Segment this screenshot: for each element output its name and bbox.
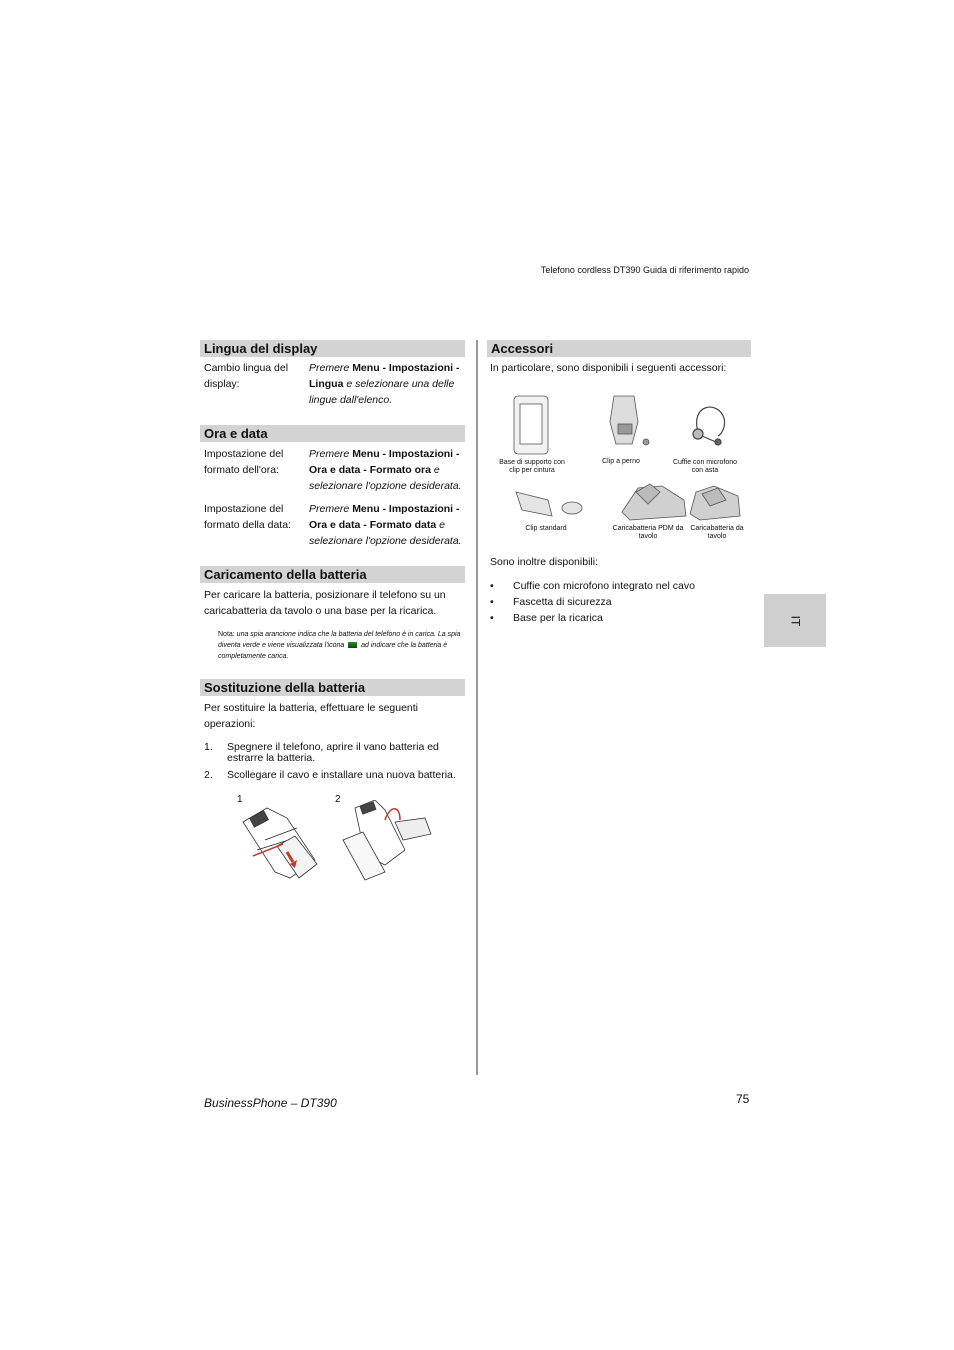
caricamento-body: Per caricare la batteria, posizionare il telefono su un caricabatteria da tavolo o una base per la ricarica. <box>204 589 446 617</box>
page-number: 75 <box>736 1092 750 1106</box>
caption-caricabatteria-tavolo: Caricabatteria da tavolo <box>690 525 744 540</box>
headset-boom-illustration <box>693 407 725 445</box>
phone-open-illustration <box>243 808 317 878</box>
phone-battery-illustration <box>343 800 431 880</box>
section-title-accessori: Accessori <box>487 340 751 357</box>
caption-cuffie-asta: Cuffie con microfono con asta <box>672 459 738 474</box>
battery-replacement-illustration <box>235 800 445 885</box>
step-item: 2. Scollegare il cavo e installare una nuova batteria. <box>204 769 456 781</box>
list-item: • Fascetta di sicurezza <box>490 596 612 608</box>
caption-caricabatteria-pdm: Caricabatteria PDM da tavolo <box>612 525 684 540</box>
accessori-intro: In particolare, sono disponibili i seguenti accessori: <box>490 362 727 374</box>
column-divider <box>476 340 478 1075</box>
list-item: • Cuffie con microfono integrato nel cavo <box>490 580 695 592</box>
pdm-desktop-charger-illustration <box>622 484 686 520</box>
row-value-formato-data: Premere Menu - Impostazioni - Ora e data - Formato data e selezionare l'opzione desiderata. <box>309 503 462 547</box>
row-label-lingua: Cambio lingua del display: <box>204 362 289 390</box>
battery-full-icon <box>348 642 357 648</box>
accessori-more-list <box>490 578 750 626</box>
row-value-formato-ora: Premere Menu - Impostazioni - Ora e data - Formato ora e selezionare l'opzione desiderata. <box>309 448 462 492</box>
section-title-ora: Ora e data <box>200 425 465 442</box>
section-title-caricamento: Caricamento della batteria <box>200 566 465 583</box>
belt-clip-holder-illustration <box>514 396 548 454</box>
accessori-more-intro: Sono inoltre disponibili: <box>490 556 598 568</box>
standard-clip-illustration <box>516 492 582 516</box>
running-header: Telefono cordless DT390 Guida di riferimento rapido <box>540 265 749 275</box>
footer-product: BusinessPhone – DT390 <box>204 1096 337 1110</box>
sostituzione-body: Per sostituire la batteria, effettuare le seguenti operazioni: <box>204 702 419 730</box>
caption-clip-perno: Clip a perno <box>602 458 640 465</box>
section-title-sostituzione: Sostituzione della batteria <box>200 679 465 696</box>
language-tab <box>764 594 826 647</box>
step-item: 1. Spegnere il telefono, aprire il vano batteria ed estrarre la batteria. <box>204 741 439 764</box>
figure-label-2: 2 <box>335 794 341 805</box>
sostituzione-steps <box>204 742 466 781</box>
desktop-charger-illustration <box>690 486 740 520</box>
caption-clip-standard: Clip standard <box>525 525 567 532</box>
row-label-formato-data: Impostazione del formato della data: <box>204 503 291 531</box>
language-code: IT <box>787 615 802 626</box>
section-title-lingua: Lingua del display <box>200 340 465 357</box>
row-label-formato-ora: Impostazione del formato dell'ora: <box>204 448 284 476</box>
figure-label-1: 1 <box>237 794 243 805</box>
row-value-lingua: Premere Menu - Impostazioni - Lingua e selezionare una delle lingue dall'elenco. <box>309 362 460 406</box>
swivel-clip-illustration <box>610 396 649 445</box>
caption-base-clip: Base di supporto con clip per cintura <box>499 459 565 474</box>
list-item: • Base per la ricarica <box>490 612 603 624</box>
caricamento-note: Nota: una spia arancione indica che la batteria del telefono è in carica. La spia diventa verde e viene visualizzata l'icona ad indicare che la batteria è completamente carica. <box>218 631 461 660</box>
